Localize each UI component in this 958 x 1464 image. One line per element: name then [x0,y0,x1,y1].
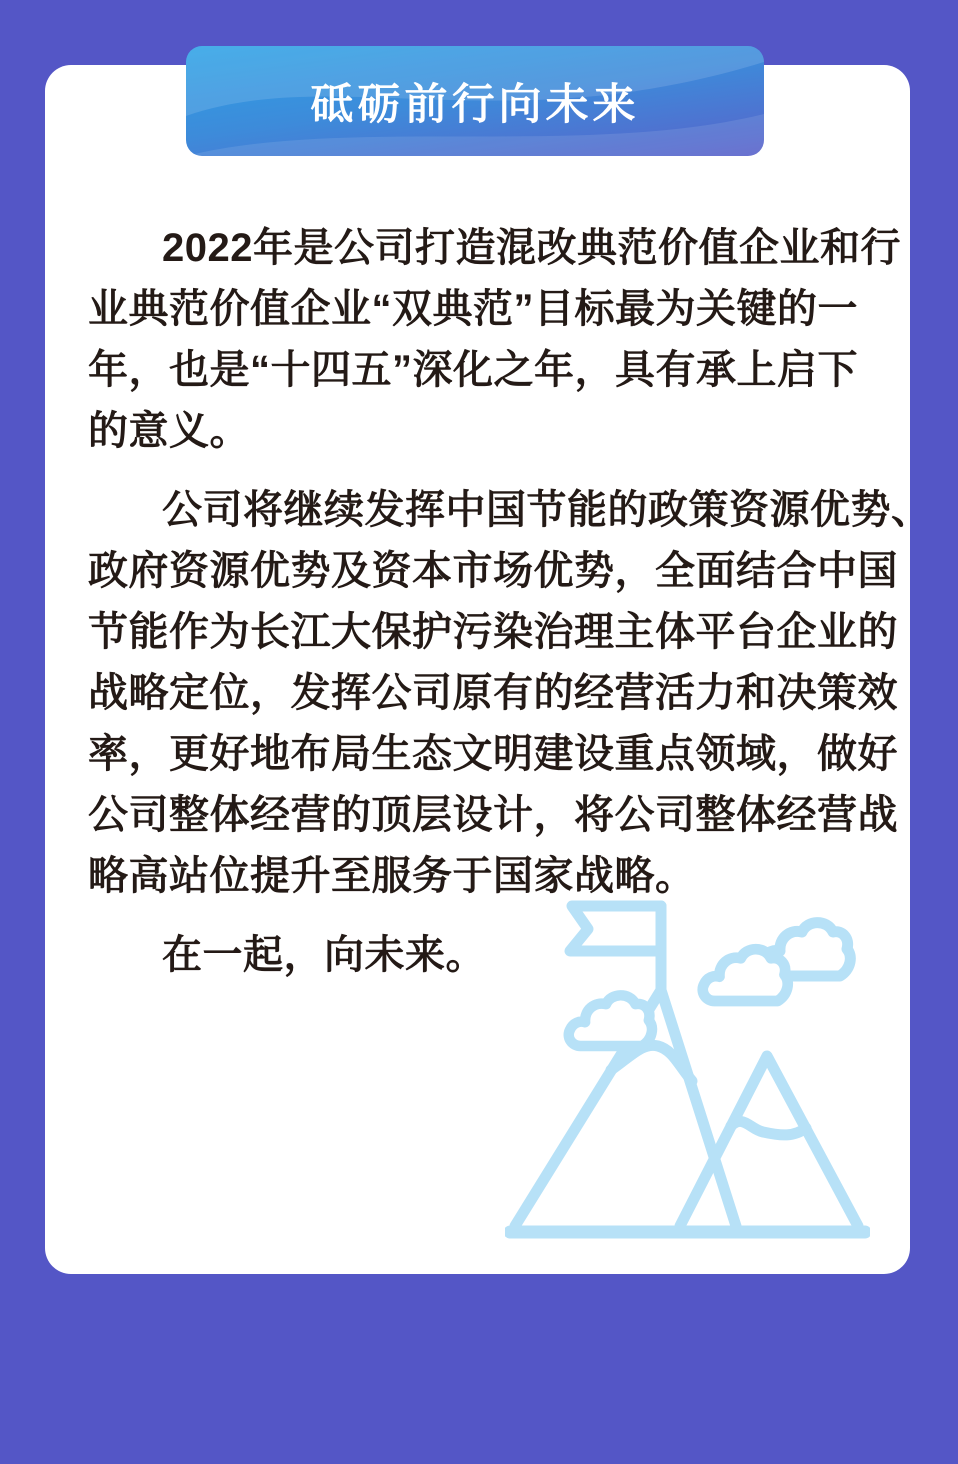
mountains-flag-clouds-icon [505,898,870,1248]
paragraph-1-line-4: 的意义。 [88,409,250,453]
paragraph-1-line-2: 业典范价值企业“双典范”目标最为关键的一 [88,287,858,331]
cloud-left-icon [569,995,652,1046]
section-title: 砥砺前行向未来 [310,80,640,129]
paragraph-3-line-1: 在一起，向未来。 [162,933,486,977]
paragraph-2-line-1: 公司将继续发挥中国节能的政策资源优势、 [162,488,932,532]
cloud-middle-icon [703,949,788,1001]
paragraph-2-line-3: 节能作为长江大保护污染治理主体平台企业的 [88,610,898,654]
paragraph-1 [88,218,901,462]
paragraph-1-line-1: 2022年是公司打造混改典范价值企业和行 [162,226,901,270]
section-header-banner [186,46,764,156]
paragraph-2 [88,480,932,907]
small-mountain-snow-line [731,1121,806,1135]
paragraph-2-line-4: 战略定位，发挥公司原有的经营活力和决策效 [88,671,898,715]
paragraph-1-line-3: 年，也是“十四五”深化之年，具有承上启下 [88,348,858,392]
paragraph-2-line-7: 略高站位提升至服务于国家战略。 [88,854,696,898]
paragraph-2-line-6: 公司整体经营的顶层设计，将公司整体经营战 [88,793,898,837]
body-text [88,218,932,1004]
flag-icon [570,906,661,951]
paragraph-2-line-2: 政府资源优势及资本市场优势，全面结合中国 [88,549,898,593]
paragraph-2-line-5: 率，更好地布局生态文明建设重点领域，做好 [88,732,898,776]
